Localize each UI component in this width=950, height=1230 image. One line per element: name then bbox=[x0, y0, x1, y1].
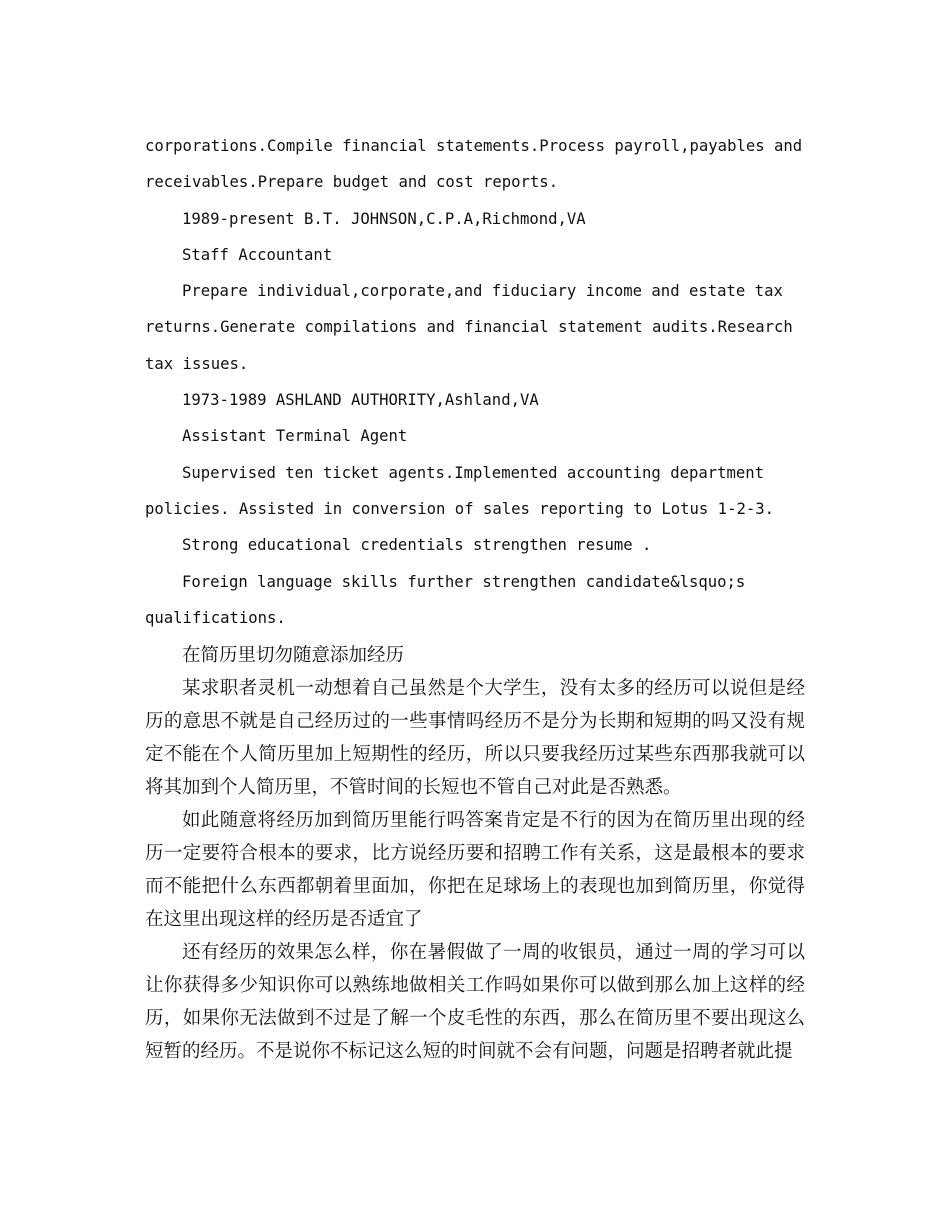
text-line: returns.Generate compilations and financial statement audits.Research bbox=[145, 318, 793, 337]
text-line: receivables.Prepare budget and cost reports. bbox=[145, 173, 559, 192]
text-line: Supervised ten ticket agents.Implemented accounting department bbox=[182, 463, 765, 482]
job-title-terminal-agent: Assistant Terminal Agent bbox=[182, 427, 408, 446]
body-paragraph: 某求职者灵机一动想着自己虽然是个大学生，没有太多的经历可以说但是经历的意思不就是自己经历过的一些事情吗经历不是分为长期和短期的吗又没有规定不能在个人简历里加上短期性的经历，所以只要我经历过某些东西那我就可以将其加到个人简历里，不管时间的长短也不管自己对此是否熟悉。 bbox=[145, 678, 805, 799]
text-line: Prepare individual,corporate,and fiduciary income and estate tax bbox=[182, 282, 783, 301]
text-line: policies. Assisted in conversion of sales reporting to Lotus 1-2-3. bbox=[145, 499, 775, 518]
body-paragraph: 如此随意将经历加到简历里能行吗答案肯定是不行的因为在简历里出现的经历一定要符合根本的要求，比方说经历要和招聘工作有关系，这是最根本的要求而不能把什么东西都朝着里面加，你把在足球场上的表现也加到简历里，你觉得在这里出现这样的经历是否适宜了 bbox=[145, 810, 805, 931]
text-line: corporations.Compile financial statements.Process payroll,payables and bbox=[145, 137, 803, 155]
text-line: qualifications. bbox=[145, 608, 286, 627]
job-heading-ashland: 1973-1989 ASHLAND AUTHORITY,Ashland,VA bbox=[182, 391, 539, 410]
text-line: Foreign language skills further strengthen candidate&lsquo;s bbox=[182, 572, 746, 591]
job-heading-johnson: 1989-present B.T. JOHNSON,C.P.A,Richmond,VA bbox=[182, 209, 586, 228]
body-paragraph: 还有经历的效果怎么样，你在暑假做了一周的收银员，通过一周的学习可以让你获得多少知识你可以熟练地做相关工作吗如果你可以做到那么加上这样的经历，如果你无法做到不过是了解一个皮毛性的东西，那么在简历里不要出现这么短暂的经历。不是说你不标记这么短的时间就不会有问题，问题是招聘者就此提 bbox=[145, 942, 805, 1063]
job-title-staff-accountant: Staff Accountant bbox=[182, 245, 333, 264]
text-line: tax issues. bbox=[145, 354, 249, 373]
document-page bbox=[145, 128, 805, 1068]
text-line: Strong educational credentials strengthen resume . bbox=[182, 536, 652, 555]
section-heading: 在简历里切勿随意添加经历 bbox=[182, 645, 405, 667]
